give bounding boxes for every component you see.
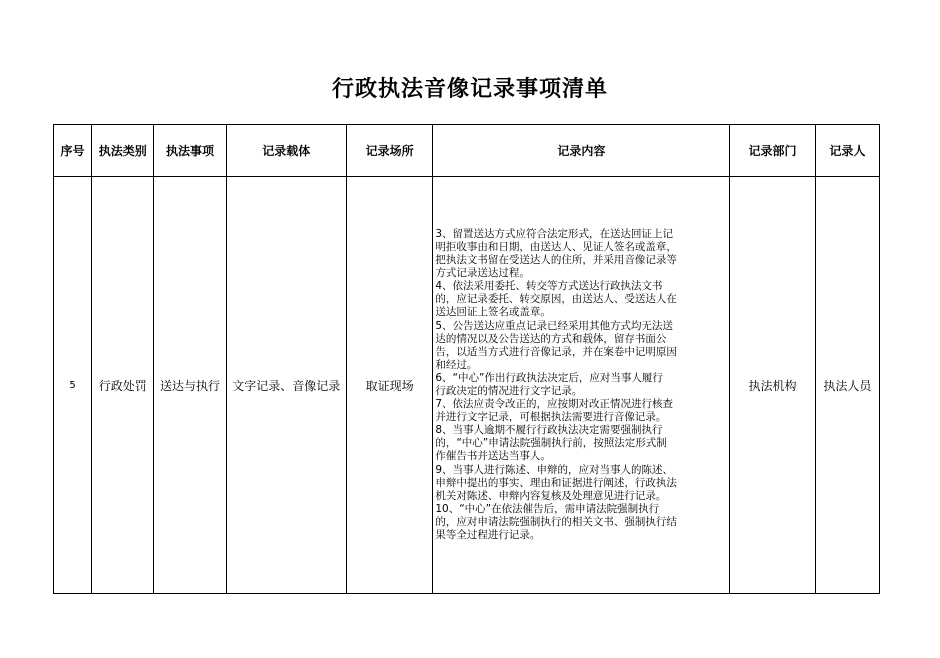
content-line: 果等全过程进行记录。: [435, 529, 541, 542]
content-line: 9、当事人进行陈述、申辩的，应对当事人的陈述、: [435, 463, 674, 476]
cell-category: 行政处罚: [92, 177, 154, 594]
cell-recorder: 执法人员: [815, 177, 879, 594]
cell-item: 送达与执行: [154, 177, 226, 594]
column-header-medium: 记录载体: [226, 125, 346, 177]
content-line: 的，应记录委托、转交原因，由送达人、受送达人在: [435, 293, 677, 306]
content-line: 达的情况以及公告送达的方式和载体，留存书面公: [435, 332, 667, 345]
column-header-recorder: 记录人: [815, 125, 879, 177]
content-line: 3、留置送达方式应符合法定形式，在送达回证上记: [435, 227, 674, 240]
cell-place: 取证现场: [347, 177, 433, 594]
content-line: 行政决定的情况进行文字记录。: [435, 385, 583, 397]
column-header-index: 序号: [54, 125, 92, 177]
cell-content: [433, 177, 730, 594]
content-line: 的，“中心”申请法院强制执行前，按照法定形式制: [435, 437, 667, 450]
content-line: 方式记录送达过程。: [435, 267, 530, 280]
content-line: 并进行文字记录，可根据执法需要进行音像记录。: [435, 411, 667, 424]
content-line: 4、依法采用委托、转交等方式送达行政执法文书: [435, 280, 663, 293]
column-header-content: 记录内容: [433, 125, 730, 177]
content-line: 申辩中提出的事实、理由和证据进行阐述，行政执法: [435, 476, 677, 489]
content-line: 机关对陈述、申辩内容复核及处理意见进行记录。: [435, 489, 667, 502]
content-line: 和经过。: [435, 358, 478, 371]
column-header-department: 记录部门: [730, 125, 815, 177]
table-header-row: [54, 125, 880, 177]
column-header-place: 记录场所: [347, 125, 433, 177]
content-line: 告，以适当方式进行音像记录，并在案卷中记明原因: [435, 345, 677, 358]
content-line: 送达回证上签名或盖章。: [435, 306, 551, 319]
content-line: 明拒收事由和日期，由送达人、见证人签名或盖章，: [435, 240, 677, 253]
cell-department: 执法机构: [730, 177, 815, 594]
content-line: 5、公告送达应重点记录已经采用其他方式均无法送: [435, 319, 674, 332]
record-table: [53, 124, 880, 594]
content-line: 作催告书并送达当事人。: [435, 450, 551, 463]
content-line: 7、依法应责令改正的，应按期对改正情况进行核查: [435, 398, 674, 411]
content-line: 的，应对申请法院强制执行的相关文书、强制执行结: [435, 515, 677, 528]
page-title: 行政执法音像记录事项清单: [331, 76, 608, 102]
content-line: 6、“中心”作出行政执法决定后，应对当事人履行: [435, 371, 663, 384]
cell-index: 5: [54, 177, 92, 594]
content-line: 10、“中心”在依法催告后，需申请法院强制执行: [435, 502, 660, 515]
cell-medium: 文字记录、音像记录: [226, 177, 346, 594]
table-row: [54, 177, 880, 594]
column-header-category: 执法类别: [92, 125, 154, 177]
content-line: 8、当事人逾期不履行行政执法决定需要强制执行: [435, 424, 663, 437]
content-line: 把执法文书留在受送达人的住所，并采用音像记录等: [435, 254, 677, 267]
column-header-item: 执法事项: [154, 125, 226, 177]
